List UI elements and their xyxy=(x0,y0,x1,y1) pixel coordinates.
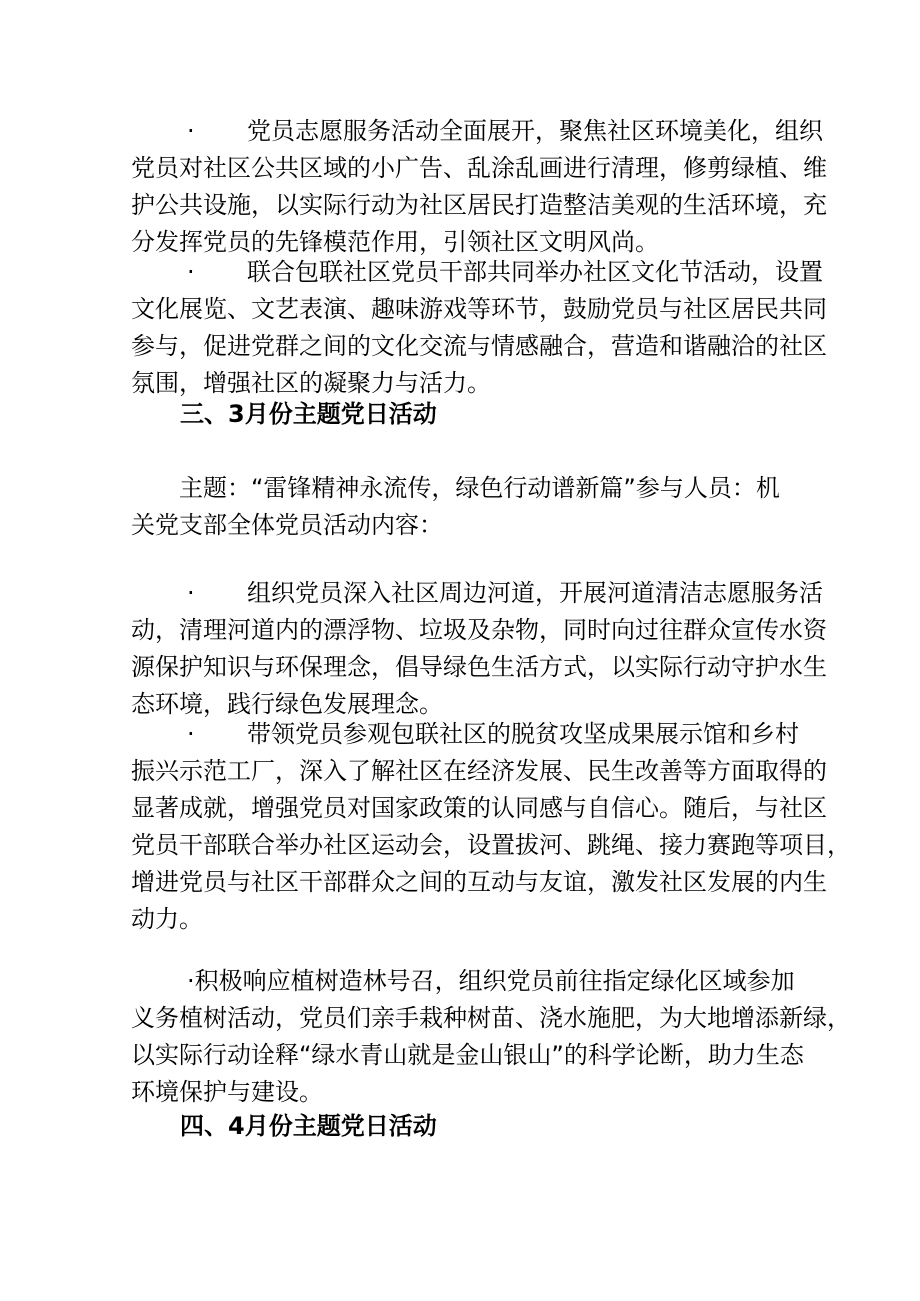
bullet-mark: · xyxy=(187,258,195,286)
paragraph-line xyxy=(131,963,803,1000)
section-heading-march: 三、3月份主题党日活动 xyxy=(180,400,437,428)
paragraph-line: 源保护知识与环保理念，倡导绿色生活方式，以实际行动守护水生 xyxy=(131,653,827,681)
paragraph-line: 动力。 xyxy=(131,905,203,933)
paragraph-line: 参与，促进党群之间的文化交流与情感融合，营造和谐融洽的社区 xyxy=(131,332,827,360)
bullet-mark: · xyxy=(187,579,195,607)
paragraph-line: 分发挥党员的先锋模范作用，引领社区文明风尚。 xyxy=(131,228,659,256)
paragraph-line: 环境保护与建设。 xyxy=(131,1078,323,1106)
paragraph-line: 增进党员与社区干部群众之间的互动与友谊，激发社区发展的内生 xyxy=(131,868,827,896)
line-text: 带领党员参观包联社区的脱贫攻坚成果展示馆和乡村 xyxy=(247,720,799,748)
paragraph-line xyxy=(131,575,823,612)
theme-paragraph xyxy=(131,470,803,544)
line-text: 联合包联社区党员干部共同举办社区文化节活动，设置 xyxy=(247,258,823,286)
paragraph-line xyxy=(131,113,823,150)
paragraph-line: 显著成就，增强党员对国家政策的认同感与自信心。随后，与社区 xyxy=(131,794,827,822)
activity-paragraph-3 xyxy=(131,575,827,723)
paragraph-line xyxy=(131,254,823,291)
paragraph-line: 义务植树活动，党员们亲手栽种树苗、浇水施肥，为大地增添新绿， xyxy=(131,1004,851,1032)
paragraph-line: 氛围，增强社区的凝聚力与活力。 xyxy=(131,369,491,397)
activity-paragraph-5 xyxy=(131,963,851,1111)
paragraph-line: 关党支部全体党员活动内容： xyxy=(131,511,443,539)
paragraph-line xyxy=(131,716,803,753)
paragraph-line: 振兴示范工厂，深入了解社区在经济发展、民生改善等方面取得的 xyxy=(131,757,827,785)
paragraph-line: 护公共设施，以实际行动为社区居民打造整洁美观的生活环境，充 xyxy=(131,191,827,219)
section-heading-april: 四、4月份主题党日活动 xyxy=(180,1112,437,1140)
activity-paragraph-4 xyxy=(131,716,851,938)
line-text: 组织党员深入社区周边河道，开展河道清洁志愿服务活 xyxy=(247,579,823,607)
paragraph-line: 动，清理河道内的漂浮物、垃圾及杂物，同时向过往群众宣传水资 xyxy=(131,616,827,644)
paragraph-line xyxy=(131,470,803,507)
line-text: 主题：“雷锋精神永流传，绿色行动谱新篇”参与人员：机 xyxy=(179,474,780,502)
activity-paragraph-2 xyxy=(131,254,827,402)
bullet-mark: · xyxy=(187,967,195,995)
paragraph-line: 以实际行动诠释“绿水青山就是金山银山”的科学论断，助力生态 xyxy=(131,1041,804,1069)
bullet-mark: · xyxy=(187,720,195,748)
paragraph-line: 态环境，践行绿色发展理念。 xyxy=(131,690,443,718)
activity-paragraph-1 xyxy=(131,113,827,261)
paragraph-line: 党员对社区公共区域的小广告、乱涂乱画进行清理，修剪绿植、维 xyxy=(131,154,827,182)
line-text: 积极响应植树造林号召，组织党员前往指定绿化区域参加 xyxy=(194,967,795,995)
bullet-mark: · xyxy=(187,117,195,145)
paragraph-line: 党员干部联合举办社区运动会，设置拔河、跳绳、接力赛跑等项目， xyxy=(131,831,851,859)
line-text: 党员志愿服务活动全面展开，聚焦社区环境美化，组织 xyxy=(247,117,823,145)
paragraph-line: 文化展览、文艺表演、趣味游戏等环节，鼓励党员与社区居民共同 xyxy=(131,295,827,323)
